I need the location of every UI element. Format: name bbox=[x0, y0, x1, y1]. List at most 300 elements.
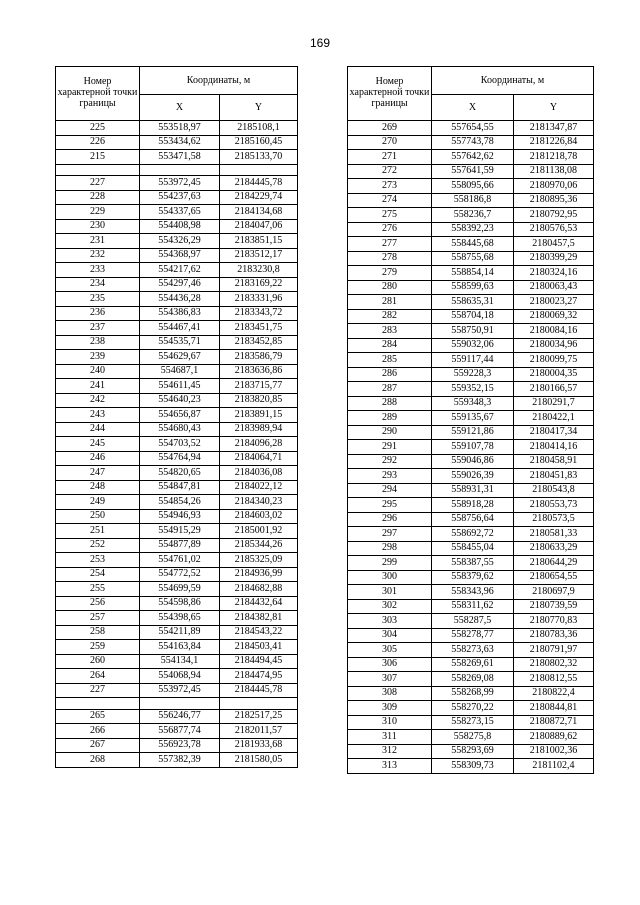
header-x: X bbox=[140, 95, 220, 121]
cell-y: 2184064,71 bbox=[220, 451, 298, 466]
cell-x: 554408,98 bbox=[140, 219, 220, 234]
cell-x: 554761,02 bbox=[140, 553, 220, 568]
cell-x: 558270,22 bbox=[432, 701, 514, 716]
coordinates-table-left bbox=[55, 66, 298, 768]
cell-y: 2181138,08 bbox=[514, 164, 594, 179]
cell-x: 554163,84 bbox=[140, 640, 220, 655]
cell-x: 554877,89 bbox=[140, 538, 220, 553]
cell-y: 2183331,96 bbox=[220, 292, 298, 307]
cell-y: 2180576,53 bbox=[514, 222, 594, 237]
cell-point-number: 279 bbox=[348, 266, 432, 281]
table-row bbox=[348, 208, 594, 223]
cell-y: 2183636,86 bbox=[220, 364, 298, 379]
cell-x: 554764,94 bbox=[140, 451, 220, 466]
cell-y: 2180783,36 bbox=[514, 628, 594, 643]
table-row bbox=[348, 686, 594, 701]
table-row bbox=[348, 324, 594, 339]
cell-x: 554211,89 bbox=[140, 625, 220, 640]
header-y: Y bbox=[514, 95, 594, 121]
cell-point-number: 277 bbox=[348, 237, 432, 252]
cell-point-number: 227 bbox=[56, 683, 140, 698]
cell-x: 556246,77 bbox=[140, 709, 220, 724]
cell-y bbox=[220, 698, 298, 710]
cell-x: 554386,83 bbox=[140, 306, 220, 321]
cell-x: 554656,87 bbox=[140, 408, 220, 423]
cell-y: 2180063,43 bbox=[514, 280, 594, 295]
table-row bbox=[348, 614, 594, 629]
cell-x: 558311,62 bbox=[432, 599, 514, 614]
cell-x: 558392,23 bbox=[432, 222, 514, 237]
cell-y: 2180633,29 bbox=[514, 541, 594, 556]
cell-point-number: 280 bbox=[348, 280, 432, 295]
cell-point-number: 295 bbox=[348, 498, 432, 513]
cell-point-number: 230 bbox=[56, 219, 140, 234]
table-body-right bbox=[348, 121, 594, 774]
cell-y: 2180644,29 bbox=[514, 556, 594, 571]
table-row bbox=[56, 248, 298, 263]
cell-x: 558931,31 bbox=[432, 483, 514, 498]
table-row bbox=[348, 599, 594, 614]
cell-y: 2184682,88 bbox=[220, 582, 298, 597]
cell-x: 559228,3 bbox=[432, 367, 514, 382]
cell-point-number: 308 bbox=[348, 686, 432, 701]
cell-y: 2180414,16 bbox=[514, 440, 594, 455]
table-row bbox=[56, 306, 298, 321]
cell-y: 2183715,77 bbox=[220, 379, 298, 394]
cell-point-number: 283 bbox=[348, 324, 432, 339]
cell-y: 2180458,91 bbox=[514, 454, 594, 469]
table-row bbox=[56, 350, 298, 365]
cell-y: 2184340,23 bbox=[220, 495, 298, 510]
table-row bbox=[348, 657, 594, 672]
cell-x: 554217,62 bbox=[140, 263, 220, 278]
cell-y: 2180553,73 bbox=[514, 498, 594, 513]
cell-x: 554854,26 bbox=[140, 495, 220, 510]
cell-point-number: 281 bbox=[348, 295, 432, 310]
cell-y: 2184445,78 bbox=[220, 683, 298, 698]
table-row bbox=[56, 553, 298, 568]
table-row bbox=[56, 205, 298, 220]
cell-x: 558750,91 bbox=[432, 324, 514, 339]
cell-point-number: 226 bbox=[56, 135, 140, 150]
cell-x: 559352,15 bbox=[432, 382, 514, 397]
cell-x: 558756,64 bbox=[432, 512, 514, 527]
cell-point-number: 300 bbox=[348, 570, 432, 585]
table-row bbox=[56, 393, 298, 408]
table-row bbox=[348, 295, 594, 310]
header-point-number: Номер характерной точки границы bbox=[348, 67, 432, 121]
table-row bbox=[348, 382, 594, 397]
cell-point-number: 305 bbox=[348, 643, 432, 658]
cell-point-number: 239 bbox=[56, 350, 140, 365]
cell-x: 554398,65 bbox=[140, 611, 220, 626]
cell-point-number: 231 bbox=[56, 234, 140, 249]
cell-point-number: 271 bbox=[348, 150, 432, 165]
cell-y: 2180422,1 bbox=[514, 411, 594, 426]
coordinates-table-right bbox=[347, 66, 594, 774]
cell-point-number: 285 bbox=[348, 353, 432, 368]
cell-y: 2181226,84 bbox=[514, 135, 594, 150]
cell-x: 554337,65 bbox=[140, 205, 220, 220]
cell-x: 553972,45 bbox=[140, 176, 220, 191]
cell-point-number: 276 bbox=[348, 222, 432, 237]
table-row bbox=[348, 164, 594, 179]
cell-point-number: 268 bbox=[56, 753, 140, 768]
cell-x: 554703,52 bbox=[140, 437, 220, 452]
cell-x: 558275,8 bbox=[432, 730, 514, 745]
table-row bbox=[56, 234, 298, 249]
cell-point-number: 289 bbox=[348, 411, 432, 426]
cell-point-number: 228 bbox=[56, 190, 140, 205]
cell-x: 559348,3 bbox=[432, 396, 514, 411]
cell-point-number: 269 bbox=[348, 121, 432, 136]
cell-y: 2184047,06 bbox=[220, 219, 298, 234]
cell-y: 2180543,8 bbox=[514, 483, 594, 498]
cell-y: 2184432,64 bbox=[220, 596, 298, 611]
cell-point-number: 270 bbox=[348, 135, 432, 150]
cell-y: 2180792,95 bbox=[514, 208, 594, 223]
table-row bbox=[56, 596, 298, 611]
cell-y: 2180573,5 bbox=[514, 512, 594, 527]
cell-x: 558379,62 bbox=[432, 570, 514, 585]
cell-point-number: 254 bbox=[56, 567, 140, 582]
cell-y: 2183451,75 bbox=[220, 321, 298, 336]
cell-x: 558186,8 bbox=[432, 193, 514, 208]
cell-y: 2180291,7 bbox=[514, 396, 594, 411]
table-body-left bbox=[56, 121, 298, 768]
table-row bbox=[56, 263, 298, 278]
cell-y: 2183820,85 bbox=[220, 393, 298, 408]
table-row bbox=[348, 121, 594, 136]
cell-x: 558635,31 bbox=[432, 295, 514, 310]
table-row bbox=[348, 222, 594, 237]
table-row bbox=[56, 451, 298, 466]
cell-point-number: 298 bbox=[348, 541, 432, 556]
table-row bbox=[56, 567, 298, 582]
cell-x: 558269,61 bbox=[432, 657, 514, 672]
table-row bbox=[56, 408, 298, 423]
cell-point-number: 229 bbox=[56, 205, 140, 220]
table-row bbox=[348, 730, 594, 745]
cell-point-number: 264 bbox=[56, 669, 140, 684]
table-row bbox=[348, 643, 594, 658]
cell-y: 2180697,9 bbox=[514, 585, 594, 600]
cell-x: 559046,86 bbox=[432, 454, 514, 469]
table-row bbox=[348, 411, 594, 426]
cell-x: 554237,63 bbox=[140, 190, 220, 205]
table-row bbox=[348, 527, 594, 542]
table-row bbox=[348, 425, 594, 440]
cell-y: 2184603,02 bbox=[220, 509, 298, 524]
table-row bbox=[348, 266, 594, 281]
cell-x: 553434,62 bbox=[140, 135, 220, 150]
cell-point-number: 245 bbox=[56, 437, 140, 452]
table-row bbox=[348, 251, 594, 266]
cell-point-number: 260 bbox=[56, 654, 140, 669]
cell-y: 2184936,99 bbox=[220, 567, 298, 582]
table-row bbox=[56, 190, 298, 205]
cell-x: 558918,28 bbox=[432, 498, 514, 513]
cell-point-number: 288 bbox=[348, 396, 432, 411]
table-row bbox=[348, 454, 594, 469]
cell-point-number: 296 bbox=[348, 512, 432, 527]
cell-x: 554467,41 bbox=[140, 321, 220, 336]
cell-y: 2180844,81 bbox=[514, 701, 594, 716]
table-row bbox=[56, 176, 298, 191]
cell-point-number: 249 bbox=[56, 495, 140, 510]
cell-point-number: 303 bbox=[348, 614, 432, 629]
cell-point-number: 293 bbox=[348, 469, 432, 484]
table-row bbox=[56, 364, 298, 379]
cell-point-number: 294 bbox=[348, 483, 432, 498]
cell-point-number: 272 bbox=[348, 164, 432, 179]
table-row bbox=[56, 480, 298, 495]
cell-x: 558854,14 bbox=[432, 266, 514, 281]
cell-x: 553972,45 bbox=[140, 683, 220, 698]
cell-point-number: 256 bbox=[56, 596, 140, 611]
cell-x: 558268,99 bbox=[432, 686, 514, 701]
cell-point-number: 310 bbox=[348, 715, 432, 730]
cell-x: 553471,58 bbox=[140, 150, 220, 165]
cell-x: 554611,45 bbox=[140, 379, 220, 394]
cell-x: 558287,5 bbox=[432, 614, 514, 629]
cell-point-number: 302 bbox=[348, 599, 432, 614]
cell-y: 2183989,94 bbox=[220, 422, 298, 437]
cell-x: 554820,65 bbox=[140, 466, 220, 481]
table-row bbox=[348, 759, 594, 774]
cell-y: 2183452,85 bbox=[220, 335, 298, 350]
cell-y: 2183586,79 bbox=[220, 350, 298, 365]
cell-point-number: 282 bbox=[348, 309, 432, 324]
cell-y: 2180099,75 bbox=[514, 353, 594, 368]
cell-y: 2180791,97 bbox=[514, 643, 594, 658]
cell-point-number: 243 bbox=[56, 408, 140, 423]
cell-y: 2180739,59 bbox=[514, 599, 594, 614]
table-row bbox=[348, 135, 594, 150]
cell-x: 559107,78 bbox=[432, 440, 514, 455]
cell-x: 556877,74 bbox=[140, 724, 220, 739]
table-row bbox=[348, 498, 594, 513]
cell-y: 2180770,83 bbox=[514, 614, 594, 629]
table-row bbox=[348, 367, 594, 382]
table-row bbox=[348, 280, 594, 295]
cell-y: 2180084,16 bbox=[514, 324, 594, 339]
cell-point-number: 311 bbox=[348, 730, 432, 745]
cell-y: 2183512,17 bbox=[220, 248, 298, 263]
cell-point-number: 244 bbox=[56, 422, 140, 437]
table-row bbox=[56, 640, 298, 655]
cell-y: 2180889,62 bbox=[514, 730, 594, 745]
table-row bbox=[348, 556, 594, 571]
cell-x: 558236,7 bbox=[432, 208, 514, 223]
cell-y: 2180895,36 bbox=[514, 193, 594, 208]
table-row bbox=[348, 338, 594, 353]
cell-x: 558309,73 bbox=[432, 759, 514, 774]
table-row bbox=[56, 724, 298, 739]
cell-y: 2183851,15 bbox=[220, 234, 298, 249]
cell-y: 2181580,05 bbox=[220, 753, 298, 768]
cell-y: 2180399,29 bbox=[514, 251, 594, 266]
cell-y: 2181002,36 bbox=[514, 744, 594, 759]
cell-x bbox=[140, 164, 220, 176]
cell-x: 557654,55 bbox=[432, 121, 514, 136]
cell-x: 554134,1 bbox=[140, 654, 220, 669]
cell-y: 2184134,68 bbox=[220, 205, 298, 220]
cell-point-number: 234 bbox=[56, 277, 140, 292]
table-row bbox=[348, 744, 594, 759]
cell-point-number: 286 bbox=[348, 367, 432, 382]
cell-point-number: 225 bbox=[56, 121, 140, 136]
table-row bbox=[348, 541, 594, 556]
cell-point-number: 237 bbox=[56, 321, 140, 336]
cell-y: 2181347,87 bbox=[514, 121, 594, 136]
cell-x: 557641,59 bbox=[432, 164, 514, 179]
cell-x: 556923,78 bbox=[140, 738, 220, 753]
cell-y: 2183230,8 bbox=[220, 263, 298, 278]
cell-y: 2184503,41 bbox=[220, 640, 298, 655]
cell-x: 558273,63 bbox=[432, 643, 514, 658]
cell-x: 554915,29 bbox=[140, 524, 220, 539]
cell-x: 557642,62 bbox=[432, 150, 514, 165]
table-row bbox=[56, 582, 298, 597]
cell-point-number: 287 bbox=[348, 382, 432, 397]
table-row bbox=[56, 709, 298, 724]
table-row bbox=[348, 309, 594, 324]
table-row bbox=[56, 625, 298, 640]
table-row bbox=[56, 335, 298, 350]
table-row bbox=[56, 135, 298, 150]
table-row bbox=[348, 150, 594, 165]
cell-x: 554847,81 bbox=[140, 480, 220, 495]
table-row bbox=[56, 538, 298, 553]
cell-point-number: 235 bbox=[56, 292, 140, 307]
cell-point-number: 267 bbox=[56, 738, 140, 753]
header-point-number: Номер характерной точки границы bbox=[56, 67, 140, 121]
cell-y: 2180166,57 bbox=[514, 382, 594, 397]
cell-point-number: 250 bbox=[56, 509, 140, 524]
cell-y: 2181933,68 bbox=[220, 738, 298, 753]
cell-point-number: 312 bbox=[348, 744, 432, 759]
cell-x: 558704,18 bbox=[432, 309, 514, 324]
cell-x: 557382,39 bbox=[140, 753, 220, 768]
cell-y: 2180451,83 bbox=[514, 469, 594, 484]
cell-y: 2180004,35 bbox=[514, 367, 594, 382]
cell-y: 2185160,45 bbox=[220, 135, 298, 150]
table-row bbox=[348, 628, 594, 643]
cell-y: 2184096,28 bbox=[220, 437, 298, 452]
cell-point-number: 233 bbox=[56, 263, 140, 278]
table-row bbox=[348, 396, 594, 411]
cell-x: 554680,43 bbox=[140, 422, 220, 437]
cell-x: 558692,72 bbox=[432, 527, 514, 542]
cell-point-number: 255 bbox=[56, 582, 140, 597]
cell-x: 559121,86 bbox=[432, 425, 514, 440]
cell-y: 2183343,72 bbox=[220, 306, 298, 321]
table-row bbox=[56, 495, 298, 510]
table-row bbox=[56, 466, 298, 481]
cell-y: 2184382,81 bbox=[220, 611, 298, 626]
table-separator-row bbox=[56, 698, 298, 710]
table-header bbox=[56, 67, 298, 121]
cell-y: 2180812,55 bbox=[514, 672, 594, 687]
cell-point-number: 299 bbox=[348, 556, 432, 571]
cell-point-number: 252 bbox=[56, 538, 140, 553]
table-row bbox=[348, 512, 594, 527]
cell-y: 2185325,09 bbox=[220, 553, 298, 568]
cell-point-number: 238 bbox=[56, 335, 140, 350]
cell-y: 2184022,12 bbox=[220, 480, 298, 495]
cell-point-number: 246 bbox=[56, 451, 140, 466]
cell-x: 558755,68 bbox=[432, 251, 514, 266]
cell-x: 559117,44 bbox=[432, 353, 514, 368]
cell-x: 558445,68 bbox=[432, 237, 514, 252]
cell-point-number: 259 bbox=[56, 640, 140, 655]
cell-point-number: 266 bbox=[56, 724, 140, 739]
cell-y: 2185344,26 bbox=[220, 538, 298, 553]
cell-point-number: 240 bbox=[56, 364, 140, 379]
cell-point-number: 291 bbox=[348, 440, 432, 455]
cell-y: 2180069,32 bbox=[514, 309, 594, 324]
cell-x: 559032,06 bbox=[432, 338, 514, 353]
cell-y bbox=[220, 164, 298, 176]
cell-x: 558278,77 bbox=[432, 628, 514, 643]
cell-y: 2182011,57 bbox=[220, 724, 298, 739]
cell-y: 2185001,92 bbox=[220, 524, 298, 539]
cell-y: 2184474,95 bbox=[220, 669, 298, 684]
table-row bbox=[56, 277, 298, 292]
table-row bbox=[348, 440, 594, 455]
cell-y: 2180324,16 bbox=[514, 266, 594, 281]
table-row bbox=[348, 585, 594, 600]
cell-point-number: 215 bbox=[56, 150, 140, 165]
table-row bbox=[56, 292, 298, 307]
cell-y: 2183169,22 bbox=[220, 277, 298, 292]
cell-y: 2184445,78 bbox=[220, 176, 298, 191]
table-row bbox=[56, 683, 298, 698]
table-row bbox=[348, 237, 594, 252]
cell-x: 554772,52 bbox=[140, 567, 220, 582]
cell-point-number bbox=[56, 164, 140, 176]
cell-y: 2184036,08 bbox=[220, 466, 298, 481]
cell-point-number: 258 bbox=[56, 625, 140, 640]
page-number: 169 bbox=[309, 36, 331, 50]
table-header bbox=[348, 67, 594, 121]
cell-x: 558455,04 bbox=[432, 541, 514, 556]
cell-x: 558387,55 bbox=[432, 556, 514, 571]
cell-y: 2180872,71 bbox=[514, 715, 594, 730]
cell-x: 559026,39 bbox=[432, 469, 514, 484]
cell-point-number: 304 bbox=[348, 628, 432, 643]
cell-x: 554068,94 bbox=[140, 669, 220, 684]
cell-x: 554326,29 bbox=[140, 234, 220, 249]
table-row bbox=[56, 219, 298, 234]
cell-point-number: 247 bbox=[56, 466, 140, 481]
cell-y: 2180654,55 bbox=[514, 570, 594, 585]
table-separator-row bbox=[56, 164, 298, 176]
cell-y: 2181102,4 bbox=[514, 759, 594, 774]
cell-point-number: 284 bbox=[348, 338, 432, 353]
cell-y: 2184494,45 bbox=[220, 654, 298, 669]
cell-x: 558269,08 bbox=[432, 672, 514, 687]
table-row bbox=[56, 669, 298, 684]
cell-x: 554629,67 bbox=[140, 350, 220, 365]
table-row bbox=[56, 611, 298, 626]
table-row bbox=[348, 469, 594, 484]
cell-y: 2185133,70 bbox=[220, 150, 298, 165]
cell-point-number bbox=[56, 698, 140, 710]
cell-x: 554687,1 bbox=[140, 364, 220, 379]
cell-x: 557743,78 bbox=[432, 135, 514, 150]
